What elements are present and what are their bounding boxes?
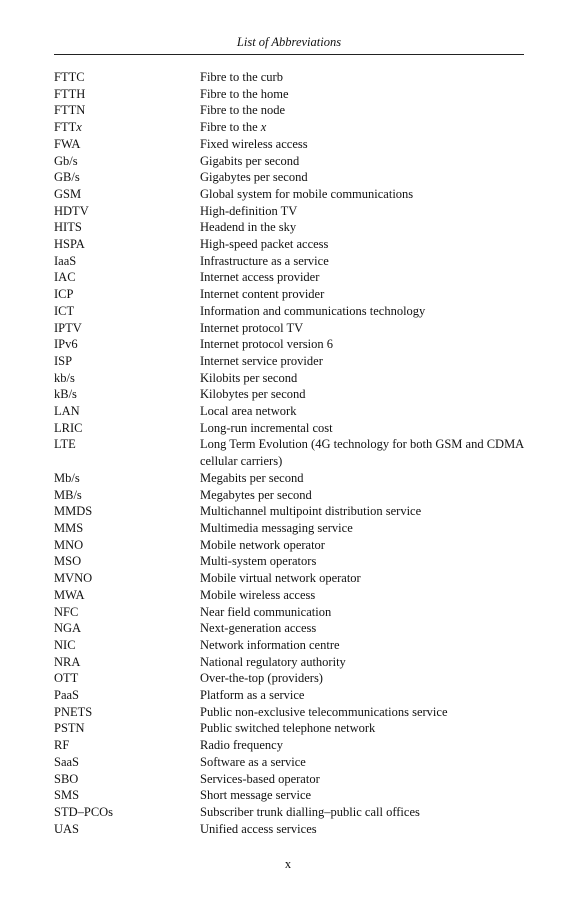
abbreviation-definition: Long-run incremental cost: [200, 420, 333, 435]
abbreviation-term: Mb/s: [54, 470, 80, 485]
abbreviation-term: kB/s: [54, 387, 77, 402]
abbreviation-term: SBO: [54, 771, 79, 786]
abbreviation-row: [54, 687, 524, 704]
abbreviation-definition: National regulatory authority: [200, 654, 346, 669]
abbreviation-term: kb/s: [54, 370, 75, 385]
abbreviation-term: FTTH: [54, 86, 86, 101]
abbreviation-definition: Information and communications technology: [200, 303, 426, 318]
abbreviation-term: GSM: [54, 186, 82, 201]
abbreviation-term: HDTV: [54, 203, 89, 218]
abbreviation-definition: Unified access services: [200, 821, 317, 836]
abbreviation-definition: Megabits per second: [200, 470, 304, 485]
abbreviation-definition: Fibre to the node: [200, 103, 286, 118]
abbreviation-definition: Mobile virtual network operator: [200, 571, 361, 586]
abbreviation-row: [54, 169, 524, 186]
abbreviation-row: [54, 136, 524, 153]
abbreviation-term: ICP: [54, 287, 74, 302]
abbreviation-row: [54, 771, 524, 788]
abbreviation-term: MNO: [54, 537, 84, 552]
abbreviation-row: [54, 520, 524, 537]
running-header: List of Abbreviations: [236, 35, 342, 49]
abbreviation-definition: Fibre to the curb: [200, 70, 283, 84]
abbreviation-term: PNETS: [54, 704, 93, 719]
abbreviation-term: HITS: [54, 220, 82, 235]
abbreviation-row: [54, 637, 524, 654]
abbreviation-row: [54, 537, 524, 554]
abbreviation-definition: Kilobytes per second: [200, 387, 306, 402]
abbreviation-definition: Radio frequency: [200, 738, 283, 753]
abbreviation-definition: Network information centre: [200, 637, 340, 652]
abbreviation-definition: Over-the-top (providers): [200, 671, 323, 686]
abbreviation-term: MSO: [54, 554, 82, 569]
abbreviation-definition: Infrastructure as a service: [200, 253, 329, 268]
abbreviation-row: [54, 269, 524, 286]
abbreviation-term: MWA: [54, 587, 85, 602]
abbreviation-definition: Mobile wireless access: [200, 587, 316, 602]
abbreviation-definition: Public switched telephone network: [200, 721, 376, 736]
abbreviation-row: [54, 102, 524, 119]
abbreviation-row: [54, 737, 524, 754]
abbreviation-term: FTTN: [54, 103, 86, 118]
abbreviation-row: [54, 353, 524, 370]
abbreviation-term: MVNO: [54, 571, 93, 586]
abbreviation-definition: Internet protocol version 6: [200, 337, 333, 352]
abbreviation-term: IaaS: [54, 253, 77, 268]
abbreviation-row: [54, 420, 524, 437]
abbreviation-row: [54, 286, 524, 303]
abbreviation-term: NFC: [54, 604, 79, 619]
abbreviation-definition: Gigabits per second: [200, 153, 300, 168]
abbreviation-term: NGA: [54, 621, 82, 636]
abbreviation-term: IAC: [54, 270, 76, 285]
abbreviation-term: FWA: [54, 136, 81, 151]
abbreviation-term: NRA: [54, 654, 81, 669]
abbreviation-term: Gb/s: [54, 153, 78, 168]
abbreviation-term: LTE: [54, 437, 76, 452]
abbreviation-row: [54, 386, 524, 403]
abbreviation-row: [54, 587, 524, 604]
abbreviation-row: [54, 503, 524, 520]
abbreviation-row: [54, 320, 524, 337]
abbreviation-term: PaaS: [54, 688, 79, 703]
abbreviation-definition: Subscriber trunk dialling–public call offices: [200, 804, 420, 819]
abbreviation-definition: Kilobits per second: [200, 370, 298, 385]
page-number: x: [284, 857, 292, 871]
abbreviation-definition: Internet access provider: [200, 270, 320, 285]
abbreviation-definition: Fibre to the home: [200, 86, 289, 101]
abbreviation-definition: Services-based operator: [200, 771, 320, 786]
abbreviation-row: [54, 86, 524, 103]
abbreviation-row: [54, 553, 524, 570]
abbreviation-definition: Multichannel multipoint distribution service: [200, 504, 422, 519]
abbreviation-term: UAS: [54, 821, 80, 836]
abbreviation-term: NIC: [54, 637, 76, 652]
abbreviation-row: [54, 436, 524, 469]
abbreviation-row: [54, 153, 524, 170]
abbreviation-definition: Multimedia messaging service: [200, 520, 353, 535]
abbreviation-row: [54, 804, 524, 821]
abbreviation-definition: Megabytes per second: [200, 487, 312, 502]
abbreviation-row: [54, 403, 524, 420]
abbreviation-definition: Internet content provider: [200, 287, 325, 302]
abbreviation-term: FTTx: [54, 120, 82, 135]
abbreviation-term: MB/s: [54, 487, 82, 502]
header-rule: [54, 54, 524, 55]
abbreviation-term: OTT: [54, 671, 79, 686]
abbreviation-row: [54, 119, 524, 136]
abbreviation-row: [54, 186, 524, 203]
abbreviation-definition: High-speed packet access: [200, 237, 329, 252]
abbreviation-row: [54, 604, 524, 621]
abbreviation-term: ISP: [54, 353, 73, 368]
abbreviation-definition: Mobile network operator: [200, 537, 325, 552]
abbreviation-definition: Public non-exclusive telecommunications service: [200, 704, 448, 719]
abbreviation-definition: High-definition TV: [200, 203, 298, 218]
abbreviation-term: LRIC: [54, 420, 83, 435]
abbreviation-definition: Fixed wireless access: [200, 136, 308, 151]
abbreviation-term: RF: [54, 738, 70, 753]
abbreviation-row: [54, 754, 524, 771]
abbreviation-term: SMS: [54, 788, 80, 803]
abbreviation-row: [54, 203, 524, 220]
abbreviation-row: [54, 69, 524, 86]
abbreviation-term: PSTN: [54, 721, 85, 736]
abbreviation-row: [54, 570, 524, 587]
abbreviation-row: [54, 236, 524, 253]
abbreviation-term: IPTV: [54, 320, 82, 335]
abbreviation-definition: Internet service provider: [200, 353, 323, 368]
abbreviation-definition: Gigabytes per second: [200, 170, 308, 185]
abbreviation-definition: Platform as a service: [200, 688, 305, 703]
abbreviation-definition: Internet protocol TV: [200, 320, 304, 335]
abbreviation-definition: Headend in the sky: [200, 220, 297, 235]
abbreviation-row: [54, 303, 524, 320]
abbreviation-row: [54, 336, 524, 353]
abbreviation-definition: Near field communication: [200, 604, 332, 619]
abbreviation-row: [54, 670, 524, 687]
abbreviation-term: MMDS: [54, 504, 93, 519]
abbreviation-row: [54, 253, 524, 270]
abbreviation-definition: Next-generation access: [200, 621, 317, 636]
abbreviation-row: [54, 821, 524, 838]
abbreviation-row: [54, 470, 524, 487]
abbreviation-row: [54, 620, 524, 637]
abbreviation-list: [54, 69, 524, 837]
abbreviation-term: MMS: [54, 520, 84, 535]
abbreviation-term: STD–PCOs: [54, 804, 114, 819]
abbreviation-definition: Global system for mobile communications: [200, 186, 414, 201]
abbreviation-term: IPv6: [54, 337, 78, 352]
abbreviation-row: [54, 654, 524, 671]
abbreviation-row: [54, 487, 524, 504]
abbreviation-term: SaaS: [54, 754, 79, 769]
abbreviation-row: [54, 370, 524, 387]
abbreviation-row: [54, 787, 524, 804]
abbreviation-term: ICT: [54, 303, 75, 318]
abbreviation-definition: Short message service: [200, 788, 312, 803]
abbreviation-row: [54, 704, 524, 721]
abbreviation-row: [54, 720, 524, 737]
abbreviation-definition: Software as a service: [200, 754, 306, 769]
abbreviation-term: FTTC: [54, 70, 85, 84]
abbreviation-definition: Local area network: [200, 404, 297, 419]
abbreviation-definition: Fibre to the x: [200, 120, 267, 135]
abbreviation-term: LAN: [54, 404, 80, 419]
abbreviation-definition: Long Term Evolution (4G technology for both GSM and CDMA cellular carriers): [200, 437, 524, 469]
abbreviation-term: HSPA: [54, 237, 85, 252]
abbreviation-definition: Multi-system operators: [200, 554, 317, 569]
abbreviation-row: [54, 219, 524, 236]
abbreviation-term: GB/s: [54, 170, 80, 185]
